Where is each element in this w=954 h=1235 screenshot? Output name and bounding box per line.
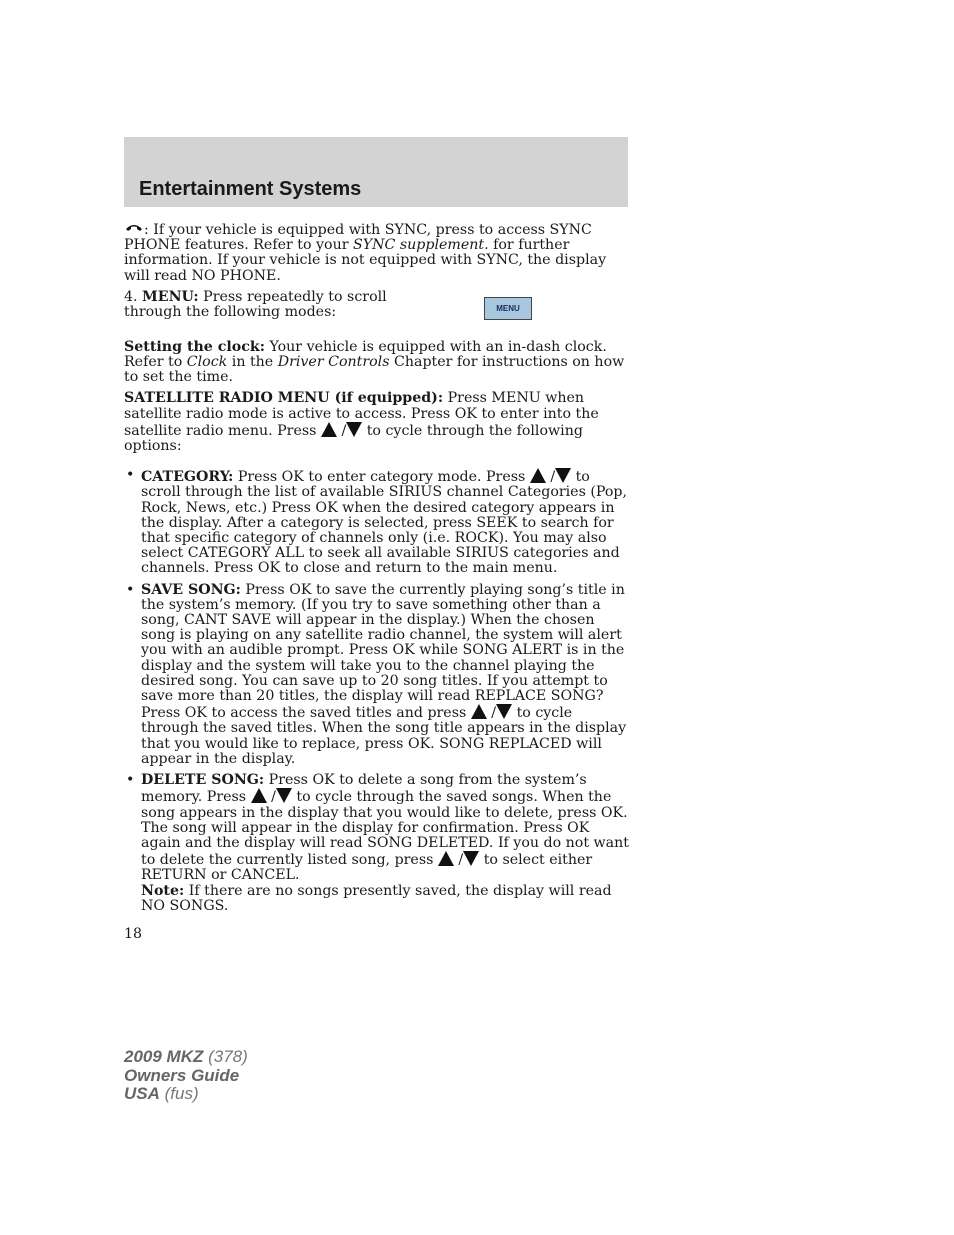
clock-ref: Clock bbox=[186, 354, 228, 371]
down-arrow-icon bbox=[555, 468, 571, 483]
satellite-label: SATELLITE RADIO MENU (if equipped): bbox=[124, 390, 444, 407]
up-arrow-icon bbox=[321, 422, 337, 437]
menu-button-icon: MENU bbox=[484, 297, 532, 320]
down-arrow-icon bbox=[496, 704, 512, 719]
note-text: If there are no songs presently saved, the display will read NO SONGS. bbox=[141, 882, 612, 914]
menu-text: Press repeatedly to scroll through the following modes: bbox=[124, 288, 387, 321]
footer-model: 2009 MKZ bbox=[124, 1047, 204, 1066]
sync-supplement-ref: SYNC supplement. bbox=[353, 237, 489, 254]
satellite-options-list bbox=[124, 468, 630, 914]
footer-line-2 bbox=[124, 1067, 248, 1086]
category-text-pre: Press OK to enter category mode. Press bbox=[233, 469, 530, 486]
clock-text-post: Chapter for instructions on how to set the time. bbox=[124, 354, 625, 386]
list-item-save-song bbox=[124, 583, 630, 767]
down-arrow-icon bbox=[346, 422, 362, 437]
category-text-post: to scroll through the list of available SIRIUS channel Categories (Pop, Rock, News, etc.) Press OK when the desired category appears in the display. After a category is selected, press SEEK to search for that specific category of channels only (i.e. ROCK). You may also select CATEGORY ALL to seek all available SIRIUS categories and channels. Press OK to close and return to the main menu. bbox=[141, 469, 628, 577]
clock-paragraph bbox=[124, 340, 630, 386]
down-arrow-icon bbox=[463, 851, 479, 866]
section-title: Entertainment Systems bbox=[139, 178, 362, 200]
arrow-separator: / bbox=[458, 852, 464, 869]
delete-song-text-mid: to cycle through the saved songs. When the song appears in the display that you would like to delete, press OK. The song will appear in the display for confirmation. Press OK again and the display will read SONG DELETED. If you do not want to delete the currently listed song, press bbox=[141, 789, 629, 869]
delete-song-text-post: to select either RETURN or CANCEL. bbox=[141, 852, 593, 884]
up-arrow-icon bbox=[530, 468, 546, 483]
footer-region: USA bbox=[124, 1084, 160, 1103]
down-arrow-icon bbox=[276, 788, 292, 803]
clock-label: Setting the clock: bbox=[124, 338, 265, 355]
delete-song-label: DELETE SONG: bbox=[141, 772, 265, 789]
up-arrow-icon bbox=[251, 788, 267, 803]
satellite-paragraph bbox=[124, 391, 630, 454]
phone-text-pre: : If your vehicle is equipped with SYNC, press to access SYNC PHONE features. Refer to your bbox=[124, 222, 592, 254]
arrow-separator: / bbox=[550, 469, 556, 486]
list-item-category bbox=[124, 468, 630, 576]
satellite-text-pre: Press MENU when satellite radio mode is active to access. Press OK to enter into the satellite radio menu. Press bbox=[124, 390, 599, 439]
phone-icon bbox=[124, 222, 144, 234]
list-item-delete-song bbox=[124, 773, 630, 914]
clock-text-pre: Your vehicle is equipped with an in-dash clock. Refer to bbox=[124, 338, 607, 371]
phone-paragraph bbox=[124, 222, 630, 284]
driver-controls-ref: Driver Controls bbox=[277, 354, 390, 371]
menu-label: MENU: bbox=[142, 288, 199, 305]
footer-line-3 bbox=[124, 1085, 248, 1104]
arrow-separator: / bbox=[271, 789, 276, 806]
save-song-text-pre: Press OK to save the currently playing song’s title in the system’s memory. (If you try to save something other than a song, CANT SAVE will appear in the display.) When the chosen song is playing on any satellite radio channel, the system will alert you with an audible prompt. Press OK while SONG ALERT is in the display and the system will take you to the channel playing the desired song. You can save up to 20 song titles. If you attempt to save more than 20 titles, the display will read REPLACE SONG? Press OK to access the saved titles and press bbox=[141, 581, 625, 722]
page-content bbox=[124, 222, 630, 920]
up-arrow-icon bbox=[471, 704, 487, 719]
footer-line-1 bbox=[124, 1048, 248, 1067]
category-label: CATEGORY: bbox=[141, 469, 234, 486]
save-song-label: SAVE SONG: bbox=[141, 581, 241, 598]
menu-paragraph bbox=[124, 290, 414, 320]
footer-model-code: (378) bbox=[203, 1047, 248, 1066]
delete-song-text-pre: Press OK to delete a song from the system’s memory. Press bbox=[141, 772, 587, 806]
satellite-text-post: to cycle through the following options: bbox=[124, 422, 583, 455]
footer bbox=[124, 1048, 248, 1104]
note-label: Note: bbox=[141, 882, 185, 899]
page-number: 18 bbox=[124, 926, 143, 942]
phone-text-post: for further information. If your vehicle is not equipped with SYNC, the display will read NO PHONE. bbox=[124, 237, 607, 284]
menu-number: 4. bbox=[124, 288, 143, 305]
save-song-text-post: to cycle through the saved titles. When the song title appears in the display that you would like to replace, press OK. SONG REPLACED will appear in the display. bbox=[141, 705, 627, 767]
arrow-separator: / bbox=[341, 422, 347, 439]
up-arrow-icon bbox=[438, 851, 454, 866]
footer-region-code: (fus) bbox=[159, 1084, 199, 1103]
section-header bbox=[124, 137, 628, 207]
menu-row bbox=[124, 290, 630, 336]
clock-text-mid: in the bbox=[227, 354, 278, 371]
footer-guide: Owners Guide bbox=[124, 1065, 240, 1085]
arrow-separator: / bbox=[491, 705, 497, 722]
